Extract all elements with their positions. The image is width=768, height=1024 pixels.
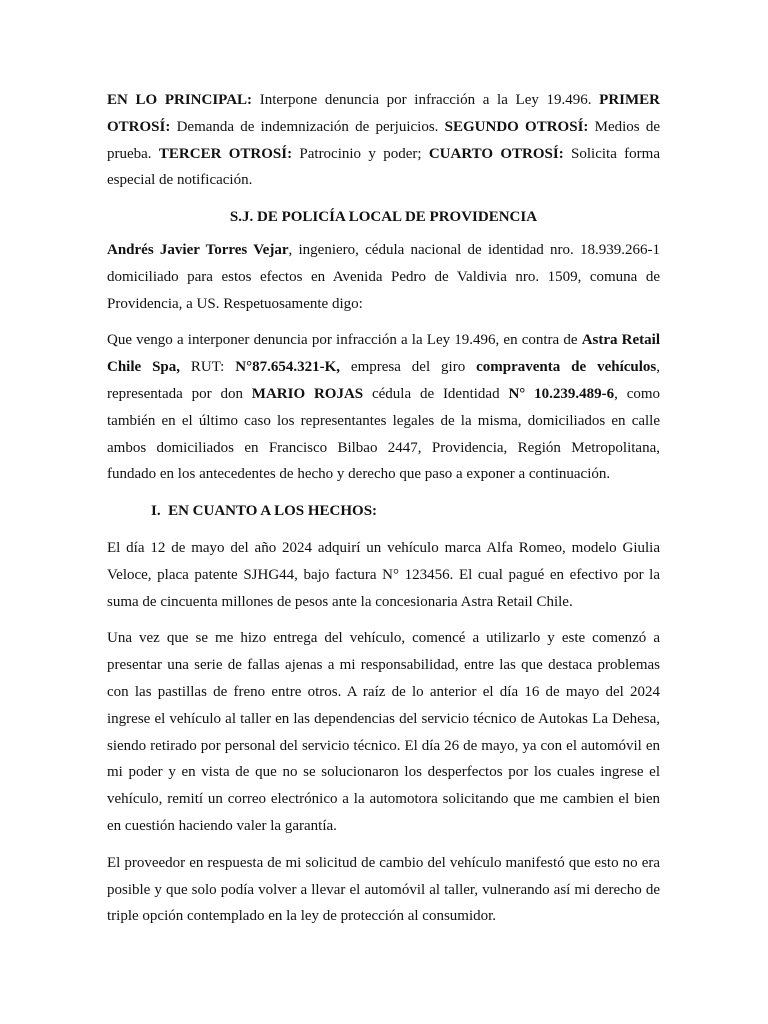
otrosi3-text: Patrocinio y poder; [292,145,429,162]
principal-text: Interpone denuncia por infracción a la Ley 19.496. [252,92,600,108]
otrosi4-text: Solicita forma especial de notificación. [107,145,661,189]
complaint-text-5: cédula de Identidad [363,385,509,402]
complaint-text-2: RUT: [180,359,236,376]
representative-id: N° 10.239.489-6 [508,385,615,402]
company-business: compraventa de vehículos [476,359,657,376]
section-title: EN CUANTO A LOS HECHOS: [168,503,378,520]
fact-paragraph-1: El día 12 de mayo del año 2024 adquirí un vehículo marca Alfa Romeo, modelo Giulia Veloce, placa patente SJHG44, bajo factura N° 123456. El cual pagué en efectivo por la suma de cincuenta millones de pesos ante la concesionaria Astra Retail Chile. [107,539,660,610]
complaint-text-4: , representada por don [107,359,660,402]
document-page [107,87,660,930]
otrosi1-label: PRIMER OTROSÍ: [107,92,660,135]
party-name: Andrés Javier Torres Vejar [107,241,289,258]
complaint-paragraph [107,327,660,488]
fact-paragraph-3: El proveedor en respuesta de mi solicitud de cambio del vehículo manifestó que esto no era posible y que solo podía volver a llevar el automóvil al taller, vulnerando así mi derecho de triple opción contemplado en la ley de protección al consumidor. [107,854,660,925]
fact-paragraph-2: Una vez que se me hizo entrega del vehículo, comencé a utilizarlo y este comenzó a presentar una serie de fallas ajenas a mi responsabilidad, entre las que destaca problemas con las pastillas de freno entre otros. A raíz de lo anterior el día 16 de mayo del 2024 ingrese el vehículo al taller en las dependencias del servicio técnico de Autokas La Dehesa, siendo retirado por personal del servicio técnico. El día 26 de mayo, ya con el automóvil en mi poder y en vista de que no se solucionaron los desperfectos por los cuales ingrese el vehículo, remití un correo electrónico a la automotora solicitando que me cambien el bien en cuestión haciendo valer la garantía. [107,630,660,834]
complaint-text-6: , como también en el último caso los representantes legales de la misma, domiciliados en calle ambos domiciliados en Francisco Bilbao 2447, Providencia, Región Metropolitana, fundado en los antecedentes de hecho y derecho que paso a exponer a continuación. [107,385,661,483]
otrosi2-label: SEGUNDO OTROSÍ: [444,118,589,135]
company-name: Astra Retail Chile Spa, [107,332,660,376]
summons-paragraph [107,87,660,194]
representative-name: MARIO ROJAS [251,385,364,402]
party-text: , ingeniero, cédula nacional de identidad nro. 18.939.266-1 domiciliado para estos efectos en Avenida Pedro de Valdivia nro. 1509, comuna de Providencia, a US. Respetuosamente digo: [107,241,660,312]
complaint-text-3: empresa del giro [340,359,477,376]
complaint-text-1: Que vengo a interponer denuncia por infracción a la Ley 19.496, en contra de [107,332,582,349]
otrosi3-label: TERCER OTROSÍ: [158,145,293,162]
otrosi2-text: Medios de prueba. [107,118,660,162]
principal-label: EN LO PRINCIPAL: [107,92,253,108]
otrosi1-text: Demanda de indemnización de perjuicios. [170,118,445,135]
party-paragraph [107,237,660,317]
section-heading [107,498,660,525]
otrosi4-label: CUARTO OTROSÍ: [428,145,564,162]
company-rut: N°87.654.321-K, [235,359,341,376]
section-number: I. [151,503,161,520]
court-heading: S.J. DE POLICÍA LOCAL DE PROVIDENCIA [229,209,538,226]
